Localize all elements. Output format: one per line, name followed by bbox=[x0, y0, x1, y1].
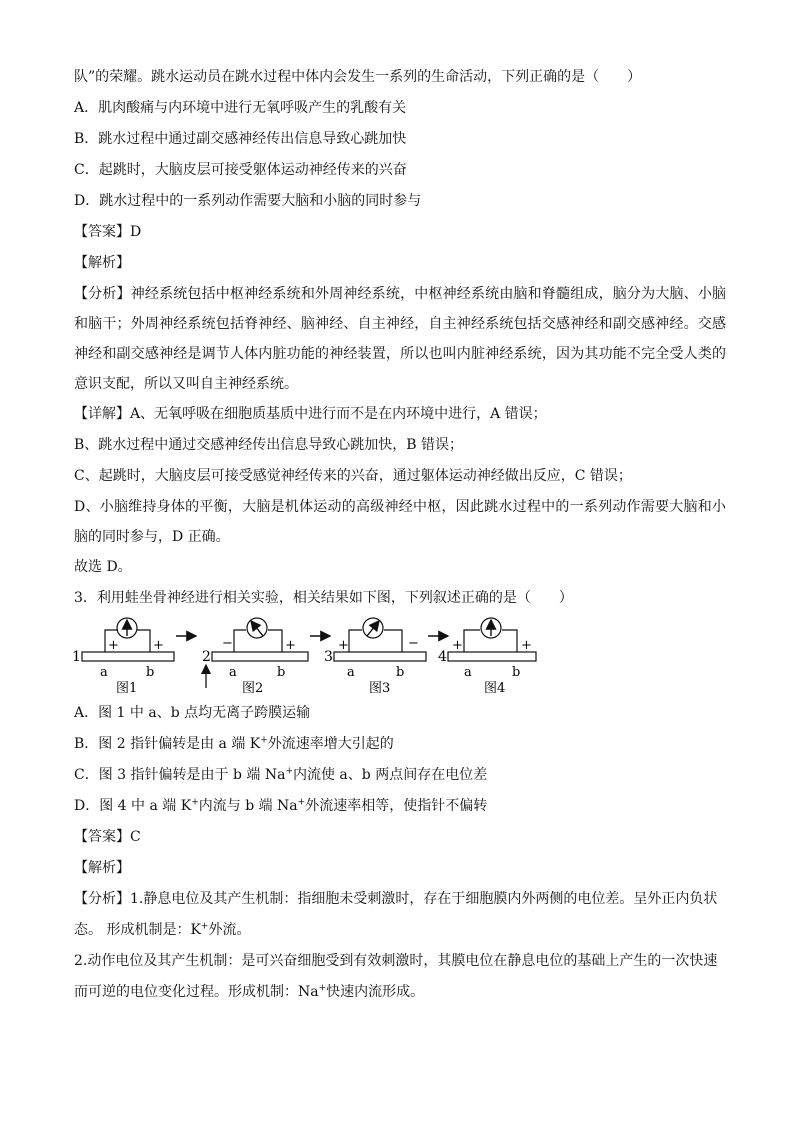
electrode-a-sign: + bbox=[452, 638, 463, 653]
panel-1-number: 1 bbox=[72, 649, 81, 665]
q2-answer: 【答案】D bbox=[74, 224, 142, 240]
q3-explanation-heading: 【解析】 bbox=[74, 860, 130, 876]
electrode-b-sign: − bbox=[408, 636, 419, 651]
point-a-label: a bbox=[347, 665, 355, 680]
q2-detail-a: 【详解】A、无氧呼吸在细胞质基质中进行而不是在内环境中进行，A 错误； bbox=[74, 406, 547, 422]
q2-option-b: B．跳水过程中通过副交感神经传出信息导致心跳加快 bbox=[74, 131, 407, 147]
nerve-fiber bbox=[212, 652, 308, 661]
q3-answer: 【答案】C bbox=[74, 829, 141, 845]
point-a-label: a bbox=[100, 665, 108, 680]
q3-option-a: A．图 1 中 a、b 点均无离子跨膜运输 bbox=[74, 705, 311, 721]
q2-detail-c: C、起跳时，大脑皮层可接受感觉神经传来的兴奋，通过躯体运动神经做出反应，C 错误； bbox=[74, 468, 632, 484]
point-a-label: a bbox=[229, 665, 237, 680]
panel-4 bbox=[438, 618, 536, 694]
point-b-label: b bbox=[277, 665, 286, 680]
question-2-stem: 队”的荣耀。跳水运动员在跳水过程中体内会发生一系列的生命活动，下列正确的是（ ） bbox=[74, 69, 642, 85]
panel-3 bbox=[324, 618, 426, 694]
electrode-a-sign: + bbox=[108, 638, 119, 653]
document-page bbox=[74, 62, 726, 1008]
q2-explanation-heading: 【解析】 bbox=[74, 255, 130, 271]
electrode-a-sign: − bbox=[222, 636, 233, 651]
nerve-fiber bbox=[334, 652, 426, 661]
point-b-label: b bbox=[512, 665, 521, 680]
question-3-stem: 3．利用蛙坐骨神经进行相关实验，相关结果如下图，下列叙述正确的是（ ） bbox=[74, 590, 573, 606]
panel-3-caption: 图3 bbox=[369, 681, 391, 694]
q3-analysis-1-line-2: 态。 形成机制是：K+外流。 bbox=[74, 921, 251, 938]
q2-option-d: D．跳水过程中的一系列动作需要大脑和小脑的同时参与 bbox=[74, 193, 422, 209]
panel-2-caption: 图2 bbox=[242, 681, 264, 694]
nerve-experiment-diagram bbox=[72, 616, 552, 694]
electrode-a-sign: + bbox=[338, 638, 349, 653]
q2-option-a: A．肌肉酸痛与内环境中进行无氧呼吸产生的乳酸有关 bbox=[74, 100, 407, 116]
electrode-b-sign: + bbox=[153, 638, 164, 653]
q3-option-c: C．图 3 指针偏转是由于 b 端 Na+内流使 a、b 两点间存在电位差 bbox=[74, 766, 488, 783]
panel-2 bbox=[202, 618, 308, 694]
panel-3-number: 3 bbox=[324, 649, 333, 665]
panel-2-number: 2 bbox=[202, 649, 211, 665]
q2-conclusion: 故选 D。 bbox=[74, 559, 132, 575]
point-b-label: b bbox=[146, 665, 155, 680]
nerve-experiment-figure bbox=[72, 616, 726, 694]
panel-1 bbox=[72, 618, 174, 694]
point-a-label: a bbox=[464, 665, 472, 680]
nerve-fiber bbox=[448, 652, 536, 661]
nerve-fiber bbox=[82, 652, 174, 661]
q2-option-c: C．起跳时，大脑皮层可接受躯体运动神经传来的兴奋 bbox=[74, 162, 407, 178]
q3-option-d: D．图 4 中 a 端 K+内流与 b 端 Na+外流速率相等，使指针不偏转 bbox=[74, 797, 488, 814]
electrode-b-sign: + bbox=[521, 638, 532, 653]
q2-analysis: 【分析】神经系统包括中枢神经系统和外周神经系统，中枢神经系统由脑和脊髓组成，脑分为大脑、小脑和脑干；外周神经系统包括脊神经、脑神经、自主神经，自主神经系统包括交感神经和副交感神经。交感神经和副交感神经是调节人体内脏功能的神经装置，所以也叫内脏神经系统，因为其功能不完全受人类的意识支配，所以又叫自主神经系统。 bbox=[74, 286, 726, 392]
panel-4-caption: 图4 bbox=[484, 681, 506, 694]
needle-icon bbox=[367, 621, 379, 636]
panel-4-number: 4 bbox=[438, 649, 447, 665]
q3-analysis-1-line-1: 【分析】1.静息电位及其产生机制：指细胞未受刺激时，存在于细胞膜内外两侧的电位差。呈外正内负状 bbox=[74, 891, 718, 907]
q3-analysis-2-line-1: 2.动作电位及其产生机制：是可兴奋细胞受到有效刺激时，其膜电位在静息电位的基础上产生的一次快速 bbox=[74, 953, 718, 969]
needle-icon bbox=[251, 621, 263, 636]
electrode-b-sign: + bbox=[285, 638, 296, 653]
q2-detail-b: B、跳水过程中通过交感神经传出信息导致心跳加快，B 错误； bbox=[74, 437, 464, 453]
panel-1-caption: 图1 bbox=[116, 681, 138, 694]
point-b-label: b bbox=[396, 665, 405, 680]
q3-analysis-2-line-2: 而可逆的电位变化过程。形成机制：Na+快速内流形成。 bbox=[74, 983, 425, 1000]
q3-option-b: B．图 2 指针偏转是由 a 端 K+外流速率增大引起的 bbox=[74, 735, 394, 752]
q2-detail-d: D、小脑维持身体的平衡，大脑是机体运动的高级神经中枢，因此跳水过程中的一系列动作需要大脑和小脑的同时参与，D 正确。 bbox=[74, 499, 726, 545]
